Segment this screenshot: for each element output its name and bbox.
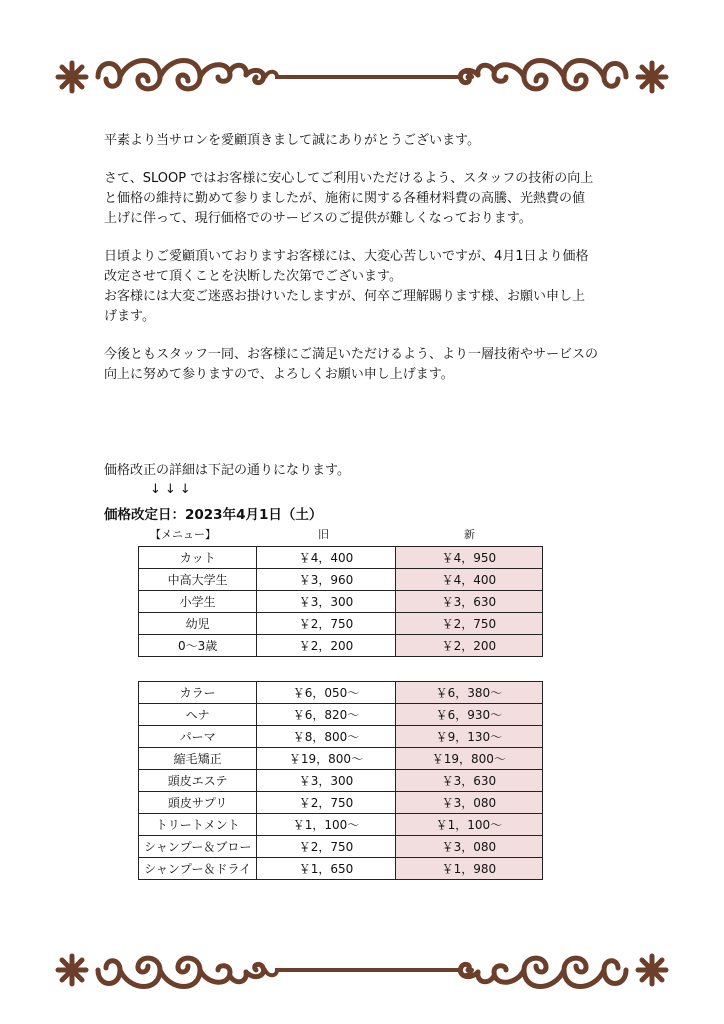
greeting-paragraph: 平素より当サロンを愛顧頂きまして誠にありがとうございます。: [104, 133, 480, 148]
old-price-cell: ￥2，750: [257, 836, 395, 858]
table-row: [139, 635, 543, 657]
old-price-cell: ￥3，300: [257, 591, 395, 613]
new-price-cell: ￥3，080: [395, 792, 542, 814]
menu-name-cell: パーマ: [139, 726, 257, 748]
old-price-cell: ￥8，800～: [257, 726, 395, 748]
old-column-header: 旧: [318, 528, 329, 541]
menu-name-cell: 頭皮エステ: [139, 770, 257, 792]
table-row: [139, 547, 543, 569]
table-row: [139, 704, 543, 726]
new-price-cell: ￥4，400: [395, 569, 542, 591]
new-column-header: 新: [464, 528, 475, 541]
letter-body: [104, 131, 634, 403]
new-price-cell: ￥19，800～: [395, 748, 542, 770]
menu-name-cell: 小学生: [139, 591, 257, 613]
old-price-cell: ￥19，800～: [257, 748, 395, 770]
menu-name-cell: 中高大学生: [139, 569, 257, 591]
reason-paragraph: さて、SLOOP ではお客様に安心してご利用いただけるよう、スタッフの技術の向上 と価格の維持に勤めて参りましたが、施術に関する各種材料費の高騰、光熱費の値 上げに伴って、現行価格でのサービスのご提供が難しくなっております。: [104, 171, 594, 226]
table-row: [139, 748, 543, 770]
details-intro: 価格改正の詳細は下記の通りになります。: [104, 463, 350, 478]
old-price-cell: ￥6，050～: [257, 682, 395, 704]
new-price-cell: ￥3，080: [395, 836, 542, 858]
menu-name-cell: カット: [139, 547, 257, 569]
new-price-cell: ￥1，100～: [395, 814, 542, 836]
new-price-cell: ￥3，630: [395, 770, 542, 792]
old-price-cell: ￥1，100～: [257, 814, 395, 836]
old-price-cell: ￥3，300: [257, 770, 395, 792]
menu-name-cell: カラー: [139, 682, 257, 704]
old-price-cell: ￥3，960: [257, 569, 395, 591]
table-row: [139, 792, 543, 814]
old-price-cell: ￥2，200: [257, 635, 395, 657]
flower-icon: [58, 956, 86, 984]
old-price-cell: ￥6，820～: [257, 704, 395, 726]
old-price-cell: ￥2，750: [257, 792, 395, 814]
new-price-cell: ￥9，130～: [395, 726, 542, 748]
table-row: [139, 770, 543, 792]
apology-paragraph: お客様には大変ご迷惑お掛けいたしますが、何卒ご理解賜ります様、お願い申し上 げます。: [104, 289, 586, 324]
menu-name-cell: ヘナ: [139, 704, 257, 726]
revision-date: 価格改定日：2023年4月1日（土）: [104, 507, 323, 523]
menu-name-cell: 縮毛矯正: [139, 748, 257, 770]
table-row: [139, 569, 543, 591]
menu-name-cell: トリートメント: [139, 814, 257, 836]
new-price-cell: ￥1，980: [395, 858, 542, 880]
menu-name-cell: 幼児: [139, 613, 257, 635]
flower-icon: [58, 63, 86, 91]
old-price-cell: ￥4，400: [257, 547, 395, 569]
table-row: [139, 858, 543, 880]
table-row: [139, 613, 543, 635]
menu-name-cell: シャンプー＆ドライ: [139, 858, 257, 880]
new-price-cell: ￥2，200: [395, 635, 542, 657]
old-price-cell: ￥1，650: [257, 858, 395, 880]
new-price-cell: ￥4，950: [395, 547, 542, 569]
table-row: [139, 836, 543, 858]
price-table-treatments: [138, 681, 543, 880]
closing-paragraph: 今後ともスタッフ一同、お客様にご満足いただけるよう、より一層技術やサービスの 向上に努めて参りますので、よろしくお願い申し上げます。: [104, 347, 599, 382]
new-price-cell: ￥6，380～: [395, 682, 542, 704]
new-price-cell: ￥6，930～: [395, 704, 542, 726]
price-table-cut: [138, 546, 543, 657]
new-price-cell: ￥3，630: [395, 591, 542, 613]
bottom-ornament: [50, 940, 674, 1000]
decision-paragraph: 日頃よりご愛顧頂いておりますお客様には、大変心苦しいですが、4月1日より価格 改定させて頂くことを決断した次第でございます。: [104, 249, 589, 284]
table-row: [139, 591, 543, 613]
down-arrows: ↓↓↓: [150, 482, 195, 497]
new-price-cell: ￥2，750: [395, 613, 542, 635]
column-headers: [138, 526, 543, 544]
old-price-cell: ￥2，750: [257, 613, 395, 635]
table-row: [139, 814, 543, 836]
table-row: [139, 726, 543, 748]
top-ornament: [50, 47, 674, 107]
table-row: [139, 682, 543, 704]
menu-name-cell: 頭皮サプリ: [139, 792, 257, 814]
menu-name-cell: シャンプー＆ブロー: [139, 836, 257, 858]
menu-column-header: 【メニュー】: [150, 528, 216, 541]
menu-name-cell: 0～3歳: [139, 635, 257, 657]
